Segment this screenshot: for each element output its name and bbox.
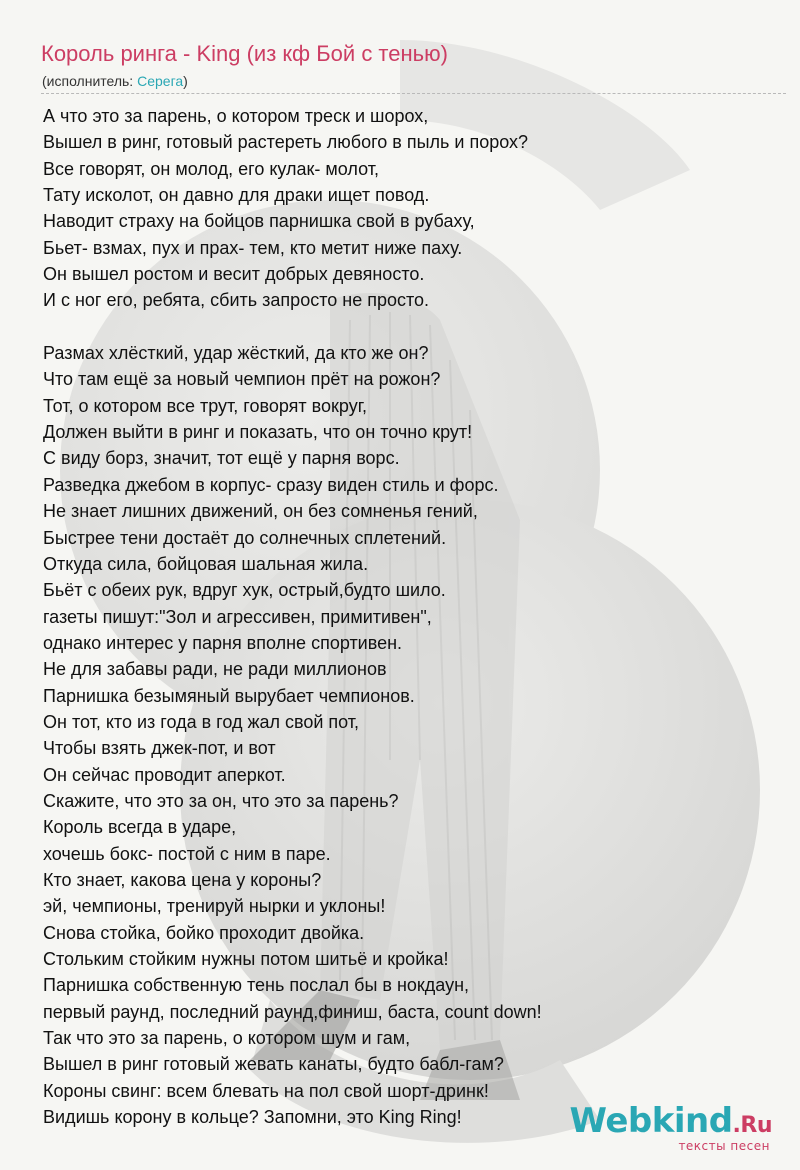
lyrics-line: Король всегда в ударе,: [43, 817, 237, 838]
lyrics-line: Парнишка собственную тень послал бы в нокдаун,: [43, 975, 470, 996]
lyrics-line: Снова стойка, бойко проходит двойка.: [43, 922, 365, 943]
artist-prefix: (исполнитель:: [42, 73, 138, 89]
lyrics-line: Вышел в ринг готовый жевать канаты, будто бабл-гам?: [43, 1054, 504, 1075]
lyrics-line: однако интерес у парня вполне спортивен.: [43, 632, 403, 653]
lyrics-line: Не для забавы ради, не ради миллионов: [43, 659, 387, 680]
site-logo[interactable]: [570, 1101, 772, 1153]
lyrics-line: хочешь бокс- постой с ним в паре.: [43, 843, 331, 864]
lyrics-line: Вышел в ринг, готовый растереть любого в пыль и порох?: [43, 132, 529, 153]
logo-tld: .Ru: [732, 1113, 772, 1138]
lyrics-line: первый раунд, последний раунд,финиш, баста, count down!: [43, 1001, 542, 1022]
lyrics-line: Тату исколот, он давно для драки ищет повод.: [43, 185, 430, 206]
lyrics-text: [43, 103, 783, 1157]
lyrics-line: Все говорят, он молод, его кулак- молот,: [43, 158, 379, 179]
title-divider: [41, 93, 786, 94]
lyrics-line: Он сейчас проводит аперкот.: [43, 764, 286, 785]
lyrics-line: Стольким стойким нужны потом шитьё и кройка!: [43, 949, 449, 969]
lyrics-line: Разведка джебом в корпус- сразу виден стиль и форс.: [43, 474, 499, 495]
lyrics-line: Быстрее тени достаёт до солнечных сплетений.: [43, 527, 447, 548]
lyrics-line: Что там ещё за новый чемпион прёт на рожон?: [43, 369, 441, 390]
lyrics-line: И с ног его, ребята, сбить запросто не просто.: [43, 290, 430, 311]
lyrics-line: Бьёт с обеих рук, вдруг хук, острый,будто шило.: [43, 580, 446, 601]
lyrics-line: эй, чемпионы, тренируй нырки и уклоны!: [43, 896, 386, 917]
lyrics-line: Размах хлёсткий, удар жёсткий, да кто же он?: [43, 343, 429, 364]
lyrics-line: газеты пишут:"Зол и агрессивен, примитивен",: [43, 606, 432, 627]
artist-suffix: ): [183, 73, 188, 89]
lyrics-line: Наводит страху на бойцов парнишка свой в рубаху,: [43, 211, 475, 232]
lyrics-line: С виду борз, значит, тот ещё у парня ворс.: [43, 448, 400, 469]
lyrics-line: Он тот, кто из года в год жал свой пот,: [43, 711, 360, 732]
lyrics-line: Чтобы взять джек-пот, и вот: [43, 738, 276, 759]
lyrics-line: Скажите, что это за он, что это за парень?: [43, 790, 399, 811]
logo-name: Webkind: [569, 1101, 733, 1141]
lyrics-line: Видишь корону в кольце? Запомни, это King Ring!: [43, 1107, 462, 1128]
artist-link[interactable]: Серега: [137, 73, 184, 89]
song-title: Король ринга - King (из кф Бой с тенью): [41, 41, 448, 66]
lyrics-line: Он вышел ростом и весит добрых девяносто.: [43, 264, 425, 285]
lyrics-stanza: [43, 340, 783, 1130]
lyrics-line: Должен выйти в ринг и показать, что он точно крут!: [43, 422, 473, 443]
artist-line: [42, 73, 188, 89]
lyrics-line: Так что это за парень, о котором шум и гам,: [43, 1028, 411, 1049]
lyrics-line: Тот, о котором все трут, говорят вокруг,: [43, 395, 368, 416]
lyrics-line: А что это за парень, о котором треск и шорох,: [43, 106, 429, 126]
logo-tagline: тексты песен: [678, 1139, 770, 1153]
lyrics-stanza: [43, 103, 783, 314]
lyrics-line: Короны свинг: всем блевать на пол свой шорт-дринк!: [43, 1080, 489, 1101]
lyrics-line: Бьет- взмах, пух и прах- тем, кто метит ниже паху.: [43, 237, 463, 258]
lyrics-line: Откуда сила, бойцовая шальная жила.: [43, 553, 369, 574]
lyrics-line: Не знает лишних движений, он без сомненья гений,: [43, 501, 478, 522]
lyrics-line: Кто знает, какова цена у короны?: [43, 869, 322, 890]
lyrics-line: Парнишка безымяный вырубает чемпионов.: [43, 685, 415, 706]
